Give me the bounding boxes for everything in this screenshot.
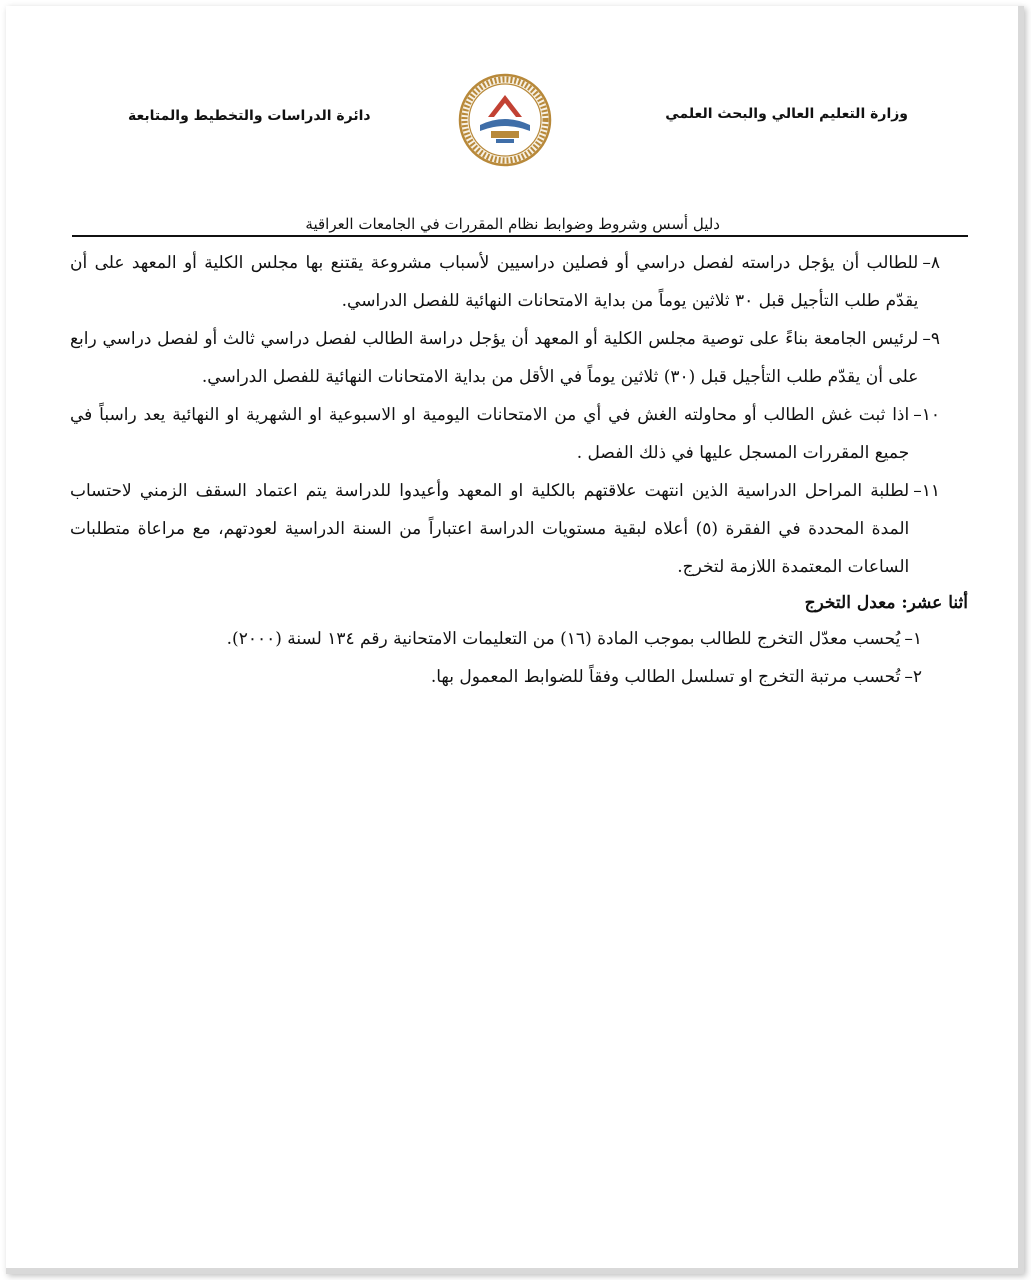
list-item: [70, 320, 940, 396]
list-item: [70, 658, 922, 696]
section-heading: أثنا عشر: معدل التخرج: [804, 593, 968, 613]
item-number: ٢–: [904, 667, 922, 687]
list-item: [70, 396, 940, 472]
item-number: ١١–: [913, 481, 940, 501]
item-text: لطلبة المراحل الدراسية الذين انتهت علاقتهم بالكلية او المعهد وأعيدوا للدراسة يتم اعتماد السقف الزمني لاحتساب المدة المحددة في الفقرة (٥) أعلاه لبقية مستويات الدراسة اعتباراً من السنة الدراسية لعودتهم، مع مراعاة متطلبات الساعات المعتمدة اللازمة لتخرج.: [70, 481, 910, 577]
list-item: [70, 620, 922, 658]
item-number: ٨–: [922, 253, 940, 273]
item-number: ١٠–: [913, 405, 940, 425]
item-text: يُحسب معدّل التخرج للطالب بموجب المادة (١٦) من التعليمات الامتحانية رقم ١٣٤ لسنة (٢٠٠٠).: [226, 629, 901, 649]
item-text: للطالب أن يؤجل دراسته لفصل دراسي أو فصلين دراسيين لأسباب مشروعة يقتنع بها مجلس الكلية أو المعهد على أن يقدّم طلب التأجيل قبل ٣٠ ثلاثين يوماً من بداية الامتحانات النهائية للفصل الدراسي.: [70, 253, 919, 311]
header-divider: [72, 235, 968, 237]
list-item: [70, 472, 940, 586]
item-text: اذا ثبت غش الطالب أو محاولته الغش في أي من الامتحانات اليومية او الاسبوعية او الشهرية او النهائية يعد راسباً في جميع المقررات المسجل عليها في ذلك الفصل .: [70, 405, 910, 463]
ministry-name: وزارة التعليم العالي والبحث العلمي: [665, 106, 908, 122]
document-title: دليل أسس وشروط وضوابط نظام المقررات في الجامعات العراقية: [305, 215, 720, 233]
item-text: تُحسب مرتبة التخرج او تسلسل الطالب وفقاً للضوابط المعمول بها.: [430, 667, 901, 687]
item-number: ٩–: [922, 329, 940, 349]
document-body: [70, 244, 968, 696]
item-number: ١–: [904, 629, 922, 649]
document-page: [6, 6, 1024, 1274]
item-text: لرئيس الجامعة بناءً على توصية مجلس الكلية أو المعهد أن يؤجل دراسة الطالب لفصل دراسي ثالث أو لفصل دراسي رابع على أن يقدّم طلب التأجيل قبل (٣٠) ثلاثين يوماً في الأقل من بداية الامتحانات النهائية للفصل الدراسي.: [70, 329, 919, 387]
ministry-seal-icon: [458, 73, 552, 167]
list-item: [70, 244, 940, 320]
department-name: دائرة الدراسات والتخطيط والمتابعة: [128, 108, 371, 124]
